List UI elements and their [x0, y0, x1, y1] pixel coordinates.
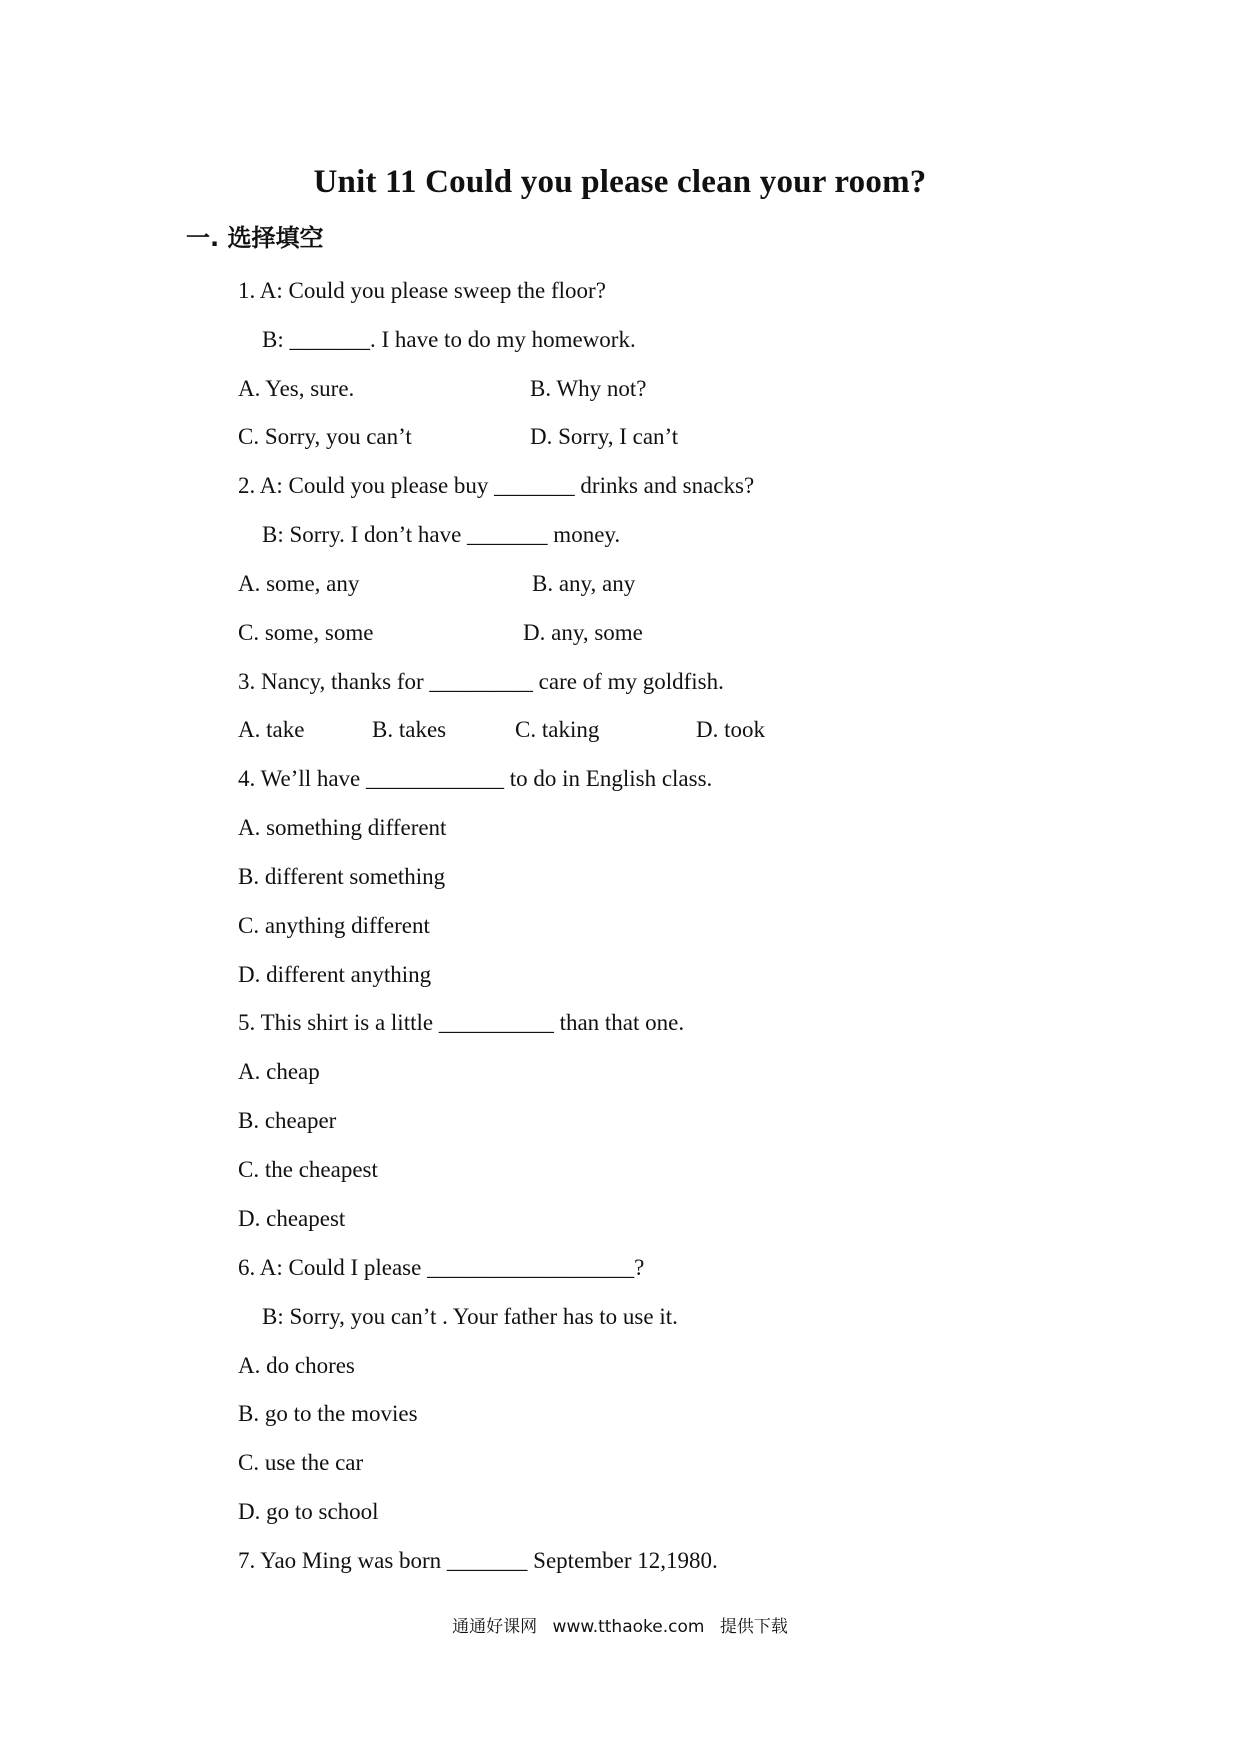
question-1-option-a: A. Yes, sure. — [238, 376, 355, 401]
question-1-response: B: _______. I have to do my homework. — [262, 327, 636, 352]
question-3-option-c: C. taking — [515, 717, 600, 742]
footer-url[interactable]: www.tthaoke.com — [552, 1617, 705, 1637]
question-3-option-a: A. take — [238, 717, 305, 742]
question-2-response: B: Sorry. I don’t have _______ money. — [262, 522, 621, 547]
question-6-option-b: B. go to the movies — [238, 1401, 418, 1426]
question-2-option-d: D. any, some — [523, 620, 643, 645]
question-3-option-b: B. takes — [372, 717, 447, 742]
question-5-option-d: D. cheapest — [238, 1206, 346, 1231]
question-5-prompt: 5. This shirt is a little __________ than that one. — [238, 1010, 685, 1035]
question-2-option-b: B. any, any — [532, 571, 636, 596]
question-3-option-d: D. took — [696, 717, 765, 742]
question-1-prompt: 1. A: Could you please sweep the floor? — [238, 278, 606, 303]
question-6-prompt: 6. A: Could I please __________________? — [238, 1255, 645, 1280]
page-title: Unit 11 Could you please clean your room? — [313, 164, 927, 200]
question-6-option-c: C. use the car — [238, 1450, 364, 1475]
question-5-option-a: A. cheap — [238, 1059, 320, 1084]
question-1-option-b: B. Why not? — [530, 376, 647, 401]
footer-site-name: 通通好课网 — [452, 1617, 538, 1637]
question-6-response: B: Sorry, you can’t . Your father has to use it. — [262, 1304, 678, 1329]
question-3-prompt: 3. Nancy, thanks for _________ care of my goldfish. — [238, 669, 724, 694]
question-2-prompt: 2. A: Could you please buy _______ drinks and snacks? — [238, 473, 755, 498]
question-5-option-c: C. the cheapest — [238, 1157, 378, 1182]
section-heading: 一. 选择填空 — [186, 224, 324, 252]
question-4-option-b: B. different something — [238, 864, 446, 889]
question-7-prompt: 7. Yao Ming was born _______ September 12,1980. — [238, 1548, 718, 1573]
question-6-option-d: D. go to school — [238, 1499, 379, 1524]
footer-suffix: 提供下载 — [719, 1617, 788, 1637]
question-4-prompt: 4. We’ll have ____________ to do in English class. — [238, 766, 713, 791]
question-1-option-d: D. Sorry, I can’t — [530, 424, 679, 449]
page-footer — [0, 1616, 1240, 1638]
question-4-option-d: D. different anything — [238, 962, 432, 987]
question-2-option-a: A. some, any — [238, 571, 360, 596]
question-5-option-b: B. cheaper — [238, 1108, 337, 1133]
question-4-option-a: A. something different — [238, 815, 447, 840]
question-4-option-c: C. anything different — [238, 913, 430, 938]
question-2-option-c: C. some, some — [238, 620, 374, 645]
question-1-option-c: C. Sorry, you can’t — [238, 424, 412, 449]
question-6-option-a: A. do chores — [238, 1353, 355, 1378]
